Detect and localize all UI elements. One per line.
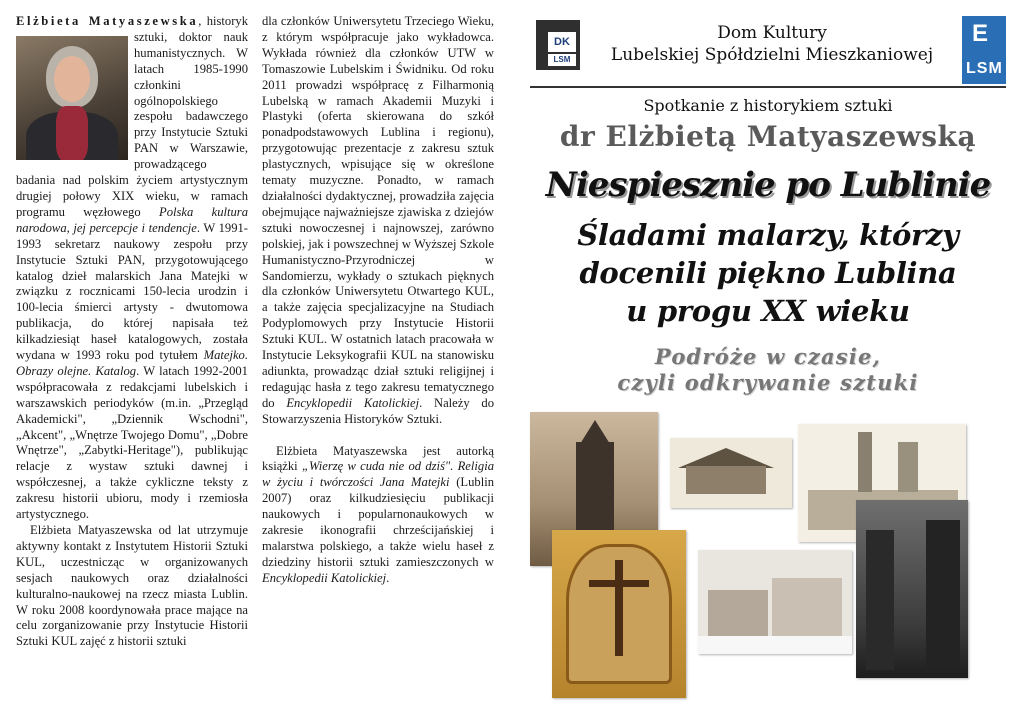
painting-winter-townhouses	[698, 550, 852, 654]
author-portrait	[16, 36, 128, 160]
biography-paragraph-1	[16, 14, 248, 523]
bio-text: (Lublin 2007) oraz kilkudziesięciu publikacji naukowych i popularnonaukowych w zakresie ikonografii chrześcijańskiej i malarstwa polskiego, a także wielu haseł z dziedziny historii sztuki zamieszczonych w	[262, 475, 494, 569]
biography-paragraph-2: Elżbieta Matyaszewska od lat utrzymuje aktywny kontakt z Instytutem Historii Sztuki KUL, uczestnicząc w organizowanych sesjach naukowych oraz działalności kulturalno-naukowej na rzecz miasta Lublin. W roku 2008 koordynowała prace mające na celu zorganizowanie przy Instytucie Historii Sztuki KUL zajęć z historii sztuki	[16, 523, 248, 649]
drawing-wooden-house	[670, 438, 792, 508]
dk-lsm-logo: DK LSM	[536, 20, 580, 70]
meeting-line: Spotkanie z historykiem sztuki	[643, 96, 893, 115]
encyclopedia-title: Encyklopedii Katolickiej	[262, 570, 387, 585]
biography-paragraph-4	[262, 444, 494, 587]
book-title: „Wierzę w cuda nie od dziś". Religia w życiu i twórczości Jana Matejki	[262, 459, 494, 490]
organizer-line-1: Dom Kultury	[717, 23, 827, 43]
bio-text: dla członków Uniwersytetu Trzeciego Wieku, z którym współpracuje jako wykładowca. Wykłada również dla członków UTW w Tomaszowie Lubelskim i Świdniku. Od roku 2011 prowadzi współpracę z Filharmonią Lubelską w ramach Akademii Muzyki i Plastyki (oferta skierowana do szkół ponadpodstawowych Lublina i regionu), przygotowując prezentacje z zakresu sztuk plastycznych, wpisujące się w określone tematy muzyczne. Ponadto, w ramach działalności dydaktycznej, prowadziła zajęcia obejmujące najważniejsze zjawiska z dziejów sztuki nowoczesnej i najnowszej, zarówno polskiej, jak i powszechnej w Wyższej Szkole Humanistyczno-Przyrodniczej w Sandomierzu, wykłady o sztukach pięknych dla członków Uniwersytetu Otwartego KUL, a także zajęcia specjalizacyjne na Studiach Podyplomowych przy Instytucie Historii Sztuki KUL. W ostatnich latach pracowała w Instytucie Leksykografii KUL na stanowisku adiunkta, prowadząc dział sztuki religijnej i redagując hasła z tego zakresu tematycznego do	[262, 14, 494, 410]
biography-column-1	[16, 14, 248, 650]
bio-text: , historyk sztuki, doktor nauk humanistycznych. W latach 1985-1990 członkini ogólnopolskiego zespołu badawczego przy Instytucie Sztuki PAN w Warszawie, prowadzącego badania nad polskim życiem artystycznym drugiej połowy XIX wieku, w ramach programu węzłowego	[16, 14, 248, 219]
author-name: Elżbieta Matyaszewska	[16, 14, 199, 28]
header-divider	[530, 86, 1006, 88]
biography-paragraph-3	[262, 14, 494, 428]
bio-text: .	[386, 570, 390, 585]
speaker-name: dr Elżbietą Matyaszewską	[559, 120, 977, 153]
bio-text: . W 1991-1993 sekretarz naukowy zespołu przy Instytucie Sztuki PAN, przygotowującego katalog dzieł malarskich Jana Matejki w związku z rocznicami 150-lecia urodzin i 100-lecia śmierci artysty - dwutomowa publikacja, do której napisała też kilkadziesiąt haseł katalogowych, została wydana w 1993 roku pod tytułem	[16, 220, 248, 363]
organizer-line-2: Lubelskiej Spółdzielni Mieszkaniowej	[610, 45, 934, 65]
bio-text: . Należy do Stowarzyszenia Historyków Sztuki.	[262, 395, 494, 426]
painting-night-street	[856, 500, 968, 678]
event-subtitle: Śladami malarzy, którzy docenili piękno Lublina u progu XX wieku	[577, 218, 959, 328]
program-title: Polska kultura narodowa, jej percepcje i tendencje	[16, 204, 248, 235]
biography-column-2	[262, 14, 494, 587]
event-tagline: Podróże w czasie, czyli odkrywanie sztuki	[617, 344, 919, 395]
crucifix-altar-photo	[552, 530, 686, 698]
catalog-title: Matejko. Obrazy olejne. Katalog	[16, 348, 248, 378]
event-poster	[530, 0, 1024, 725]
event-title: Niespiesznie po Lublinie	[545, 165, 991, 205]
organizer-name	[586, 22, 958, 66]
bio-text: Elżbieta Matyaszewska jest autorką książki	[262, 443, 494, 474]
encyclopedia-title: Encyklopedii Katolickiej	[286, 395, 420, 410]
bio-text: . W latach 1992-2001 współpracowała z redakcjami lubelskich i warszawskich periodyków (m.in. „Przegląd Akademicki", „Dziennik Wschodni", „Akcent", „Wnętrze Twojego Domu", „Dobre Wnętrze", „Zabytki-Heritage"), publikując relacje z wystaw sztuki dawnej i współczesnej, a także cykliczne teksty z zakresu historii ubioru, mody i rzemiosła artystycznego.	[16, 363, 248, 522]
esm-logo: E LSM	[962, 16, 1006, 84]
